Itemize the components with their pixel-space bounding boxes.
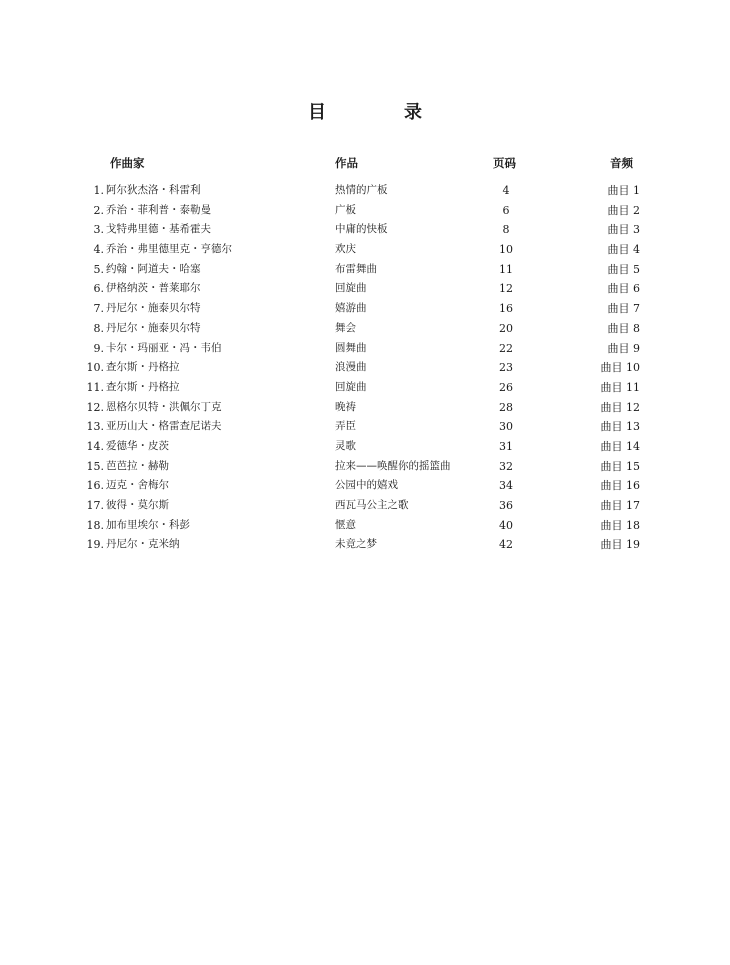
toc-row [0,457,730,477]
entry-work: 欢庆 [335,243,356,256]
toc-row [0,339,730,359]
entry-audio-track: 曲目 10 [600,361,640,375]
entry-composer: 伊格纳茨・普莱耶尔 [106,282,201,295]
entry-work: 圆舞曲 [335,341,367,354]
entry-work: 公园中的嬉戏 [335,479,398,492]
entry-audio-track: 曲目 5 [607,262,640,276]
page-title: 目 录 [308,102,452,123]
entry-audio-track: 曲目 11 [600,380,640,394]
entry-audio-track: 曲目 2 [607,203,640,217]
toc-row [0,476,730,496]
entry-work: 回旋曲 [335,282,367,295]
toc-row [0,260,730,280]
entry-composer: 约翰・阿道夫・哈塞 [106,262,201,275]
entry-number: 12. [86,400,104,414]
toc-row [0,516,730,536]
toc-list [0,181,730,555]
entry-number: 8. [93,321,104,335]
entry-number: 19. [86,538,104,552]
entry-audio-track: 曲目 13 [600,420,640,434]
entry-number: 10. [86,361,104,375]
table-header [0,155,730,171]
entry-number: 15. [86,459,104,473]
entry-number: 3. [93,223,104,237]
entry-number: 5. [93,262,104,276]
entry-composer: 恩格尔贝特・洪佩尔丁克 [106,400,222,413]
entry-page: 31 [499,439,513,453]
entry-work: 舞会 [335,321,356,334]
entry-page: 6 [502,203,510,217]
toc-row [0,358,730,378]
entry-audio-track: 曲目 16 [600,479,640,493]
entry-audio-track: 曲目 3 [607,223,640,237]
entry-audio-track: 曲目 17 [600,499,640,512]
entry-number: 14. [86,439,104,453]
entry-number: 6. [93,282,104,296]
toc-row [0,201,730,221]
toc-row [0,220,730,240]
entry-composer: 丹尼尔・克米纳 [106,538,180,551]
entry-composer: 丹尼尔・施泰贝尔特 [106,321,201,334]
entry-work: 回旋曲 [335,380,367,393]
entry-audio-track: 曲目 18 [600,518,640,532]
entry-composer: 亚历山大・格雷查尼诺夫 [106,420,222,433]
entry-number: 1. [93,184,104,197]
entry-page: 20 [499,321,513,335]
entry-page: 40 [499,518,513,532]
entry-composer: 阿尔狄杰洛・科雷利 [106,184,201,196]
entry-page: 23 [499,361,513,375]
entry-number: 18. [86,518,104,532]
entry-number: 9. [93,341,104,355]
entry-page: 4 [502,184,510,197]
entry-audio-track: 曲目 19 [600,538,640,552]
entry-composer: 戈特弗里德・基希霍夫 [106,223,211,236]
entry-work: 布雷舞曲 [335,262,377,275]
toc-row [0,319,730,339]
entry-number: 11. [86,380,104,394]
entry-page: 11 [499,262,513,276]
entry-audio-track: 曲目 15 [600,459,640,473]
entry-audio-track: 曲目 8 [607,321,640,335]
entry-work: 热情的广板 [335,184,388,196]
toc-row [0,181,730,201]
entry-composer: 加布里埃尔・科彭 [106,518,190,531]
entry-composer: 查尔斯・丹格拉 [106,361,180,374]
header-composer: 作曲家 [110,156,145,170]
header-audio: 音频 [610,156,633,170]
entry-page: 16 [499,302,513,316]
entry-number: 17. [86,499,104,512]
toc-row [0,378,730,398]
entry-number: 16. [86,479,104,493]
entry-work: 广板 [335,203,356,216]
entry-work: 弄臣 [335,420,356,433]
entry-number: 7. [93,302,104,316]
entry-page: 42 [499,538,513,552]
header-page: 页码 [493,156,516,170]
entry-audio-track: 曲目 1 [607,184,640,197]
entry-page: 22 [499,341,513,355]
entry-number: 4. [93,243,104,257]
entry-page: 36 [499,499,513,512]
entry-audio-track: 曲目 9 [607,341,640,355]
entry-work: 未竟之梦 [335,538,377,551]
entry-work: 中庸的快板 [335,223,388,236]
entry-composer: 丹尼尔・施泰贝尔特 [106,302,201,315]
entry-composer: 芭芭拉・赫勒 [106,459,169,472]
entry-composer: 彼得・莫尔斯 [106,499,169,511]
entry-audio-track: 曲目 6 [607,282,640,296]
header-work: 作品 [335,156,358,170]
entry-work: 西瓦马公主之歌 [335,499,409,511]
entry-composer: 乔治・菲利普・泰勒曼 [106,203,211,216]
entry-audio-track: 曲目 14 [600,439,640,453]
toc-row [0,398,730,418]
entry-composer: 卡尔・玛丽亚・冯・韦伯 [106,341,222,354]
entry-page: 28 [499,400,513,414]
entry-number: 2. [93,203,104,217]
toc-row [0,535,730,555]
entry-number: 13. [86,420,104,434]
entry-page: 8 [502,223,510,237]
entry-page: 12 [499,282,513,296]
entry-work: 灵歌 [335,439,356,452]
entry-work: 惬意 [335,518,356,531]
entry-work: 嬉游曲 [335,302,367,315]
toc-row [0,299,730,319]
entry-page: 30 [499,420,513,434]
toc-row [0,437,730,457]
toc-row [0,240,730,260]
entry-page: 26 [499,380,513,394]
entry-composer: 迈克・舍梅尔 [106,479,169,492]
entry-work: 晚祷 [335,400,356,413]
entry-page: 34 [499,479,513,493]
toc-row [0,496,730,516]
toc-row [0,279,730,299]
entry-audio-track: 曲目 4 [607,243,640,257]
entry-work: 浪漫曲 [335,361,367,374]
entry-audio-track: 曲目 12 [600,400,640,414]
entry-composer: 爱德华・皮茨 [106,439,169,452]
entry-work: 拉来——唤醒你的摇篮曲 [335,459,451,472]
entry-page: 10 [499,243,513,257]
entry-composer: 乔治・弗里德里克・亨德尔 [106,243,232,256]
toc-row [0,417,730,437]
entry-audio-track: 曲目 7 [607,302,640,316]
entry-composer: 查尔斯・丹格拉 [106,380,180,393]
entry-page: 32 [499,459,513,473]
